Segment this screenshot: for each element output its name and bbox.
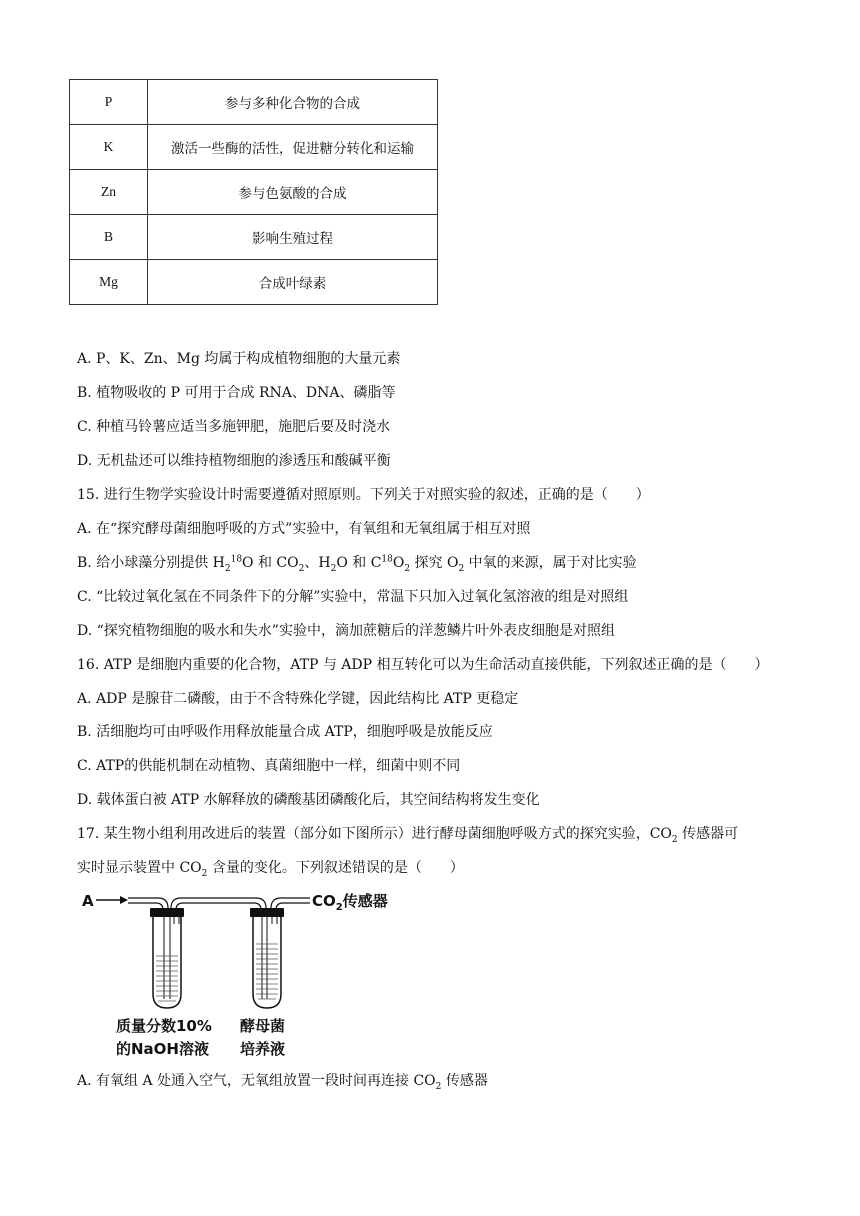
q16-option-d: D. 载体蛋白被 ATP 水解释放的磷酸基团磷酸化后，其空间结构将发生变化 — [77, 792, 540, 808]
inlet-label: A — [82, 892, 94, 910]
element-cell: B — [70, 215, 148, 260]
element-cell: P — [70, 80, 148, 125]
table-row — [70, 215, 438, 260]
function-cell: 参与多种化合物的合成 — [148, 80, 438, 125]
q14-option-a: A. P、K、Zn、Mg 均属于构成植物细胞的大量元素 — [77, 351, 401, 367]
tube1-label-line1: 质量分数10% — [116, 1017, 212, 1035]
element-function-table — [69, 79, 438, 305]
sensor-label: $CO_2$传感器 — [312, 892, 388, 913]
q16-option-b: B. 活细胞均可由呼吸作用释放能量合成 ATP，细胞呼吸是放能反应 — [77, 724, 493, 740]
function-cell: 激活一些酶的活性，促进糖分转化和运输 — [148, 125, 438, 170]
q16-option-a: A. ADP 是腺苷二磷酸，由于不含特殊化学键，因此结构比 ATP 更稳定 — [77, 691, 519, 707]
q15-stem: 15. 进行生物学实验设计时需要遵循对照原则。下列关于对照实验的叙述，正确的是（ ） — [77, 487, 650, 503]
tube1-label-line2: 的NaOH溶液 — [116, 1040, 209, 1058]
q15-option-c: C. “比较过氧化氢在不同条件下的分解”实验中，常温下只加入过氧化氢溶液的组是对照组 — [77, 589, 629, 605]
q15-option-a: A. 在“探究酵母菌细胞呼吸的方式”实验中，有氧组和无氧组属于相互对照 — [77, 521, 531, 537]
test-tube-naoh — [153, 917, 181, 1008]
function-cell: 合成叶绿素 — [148, 260, 438, 305]
connecting-pipe-inner — [176, 903, 261, 910]
q17-stem-line2: 实时显示装置中 $CO_2$ 含量的变化。下列叙述错误的是（ ） — [77, 860, 464, 879]
stopper-right — [250, 908, 284, 917]
q15-option-b: B. 给小球藻分别提供 $H_2^{18}O$ 和 $CO_2$、$H_2O$ 和 $C^{18}O_2$ 探究 $O_2$ 中氧的来源，属于对比实验 — [77, 554, 637, 574]
inlet-arrow-head — [120, 896, 128, 904]
q15-option-d: D. “探究植物细胞的吸水和失水”实验中，滴加蔗糖后的洋葱鳞片叶外表皮细胞是对照组 — [77, 623, 615, 639]
element-cell: Zn — [70, 170, 148, 215]
q17-stem-line1: 17. 某生物小组利用改进后的装置（部分如下图所示）进行酵母菌细胞呼吸方式的探究实验，$CO_2$ 传感器可 — [77, 826, 739, 845]
naoh-solution-hatching — [156, 956, 178, 1001]
experiment-apparatus-figure — [78, 884, 418, 1064]
table-row — [70, 80, 438, 125]
q14-option-b: B. 植物吸收的 P 可用于合成 RNA、DNA、磷脂等 — [77, 385, 396, 401]
tube2-label-line2: 培养液 — [240, 1040, 286, 1058]
table-row — [70, 260, 438, 305]
q16-option-c: C. ATP的供能机制在动植物、真菌细胞中一样，细菌中则不同 — [77, 758, 461, 774]
q14-option-c: C. 种植马铃薯应适当多施钾肥，施肥后要及时浇水 — [77, 419, 391, 435]
element-cell: Mg — [70, 260, 148, 305]
q14-option-d: D. 无机盐还可以维持植物细胞的渗透压和酸碱平衡 — [77, 453, 391, 469]
function-cell: 影响生殖过程 — [148, 215, 438, 260]
q16-stem: 16. ATP 是细胞内重要的化合物，ATP 与 ADP 相互转化可以为生命活动直接供能，下列叙述正确的是（ ） — [77, 657, 769, 673]
stopper-left — [150, 908, 184, 917]
function-cell: 参与色氨酸的合成 — [148, 170, 438, 215]
table-row — [70, 125, 438, 170]
q17-option-a: A. 有氧组 A 处通入空气，无氧组放置一段时间再连接 $CO_2$ 传感器 — [77, 1073, 488, 1092]
tube2-label-line1: 酵母菌 — [240, 1017, 286, 1035]
element-cell: K — [70, 125, 148, 170]
table-row — [70, 170, 438, 215]
